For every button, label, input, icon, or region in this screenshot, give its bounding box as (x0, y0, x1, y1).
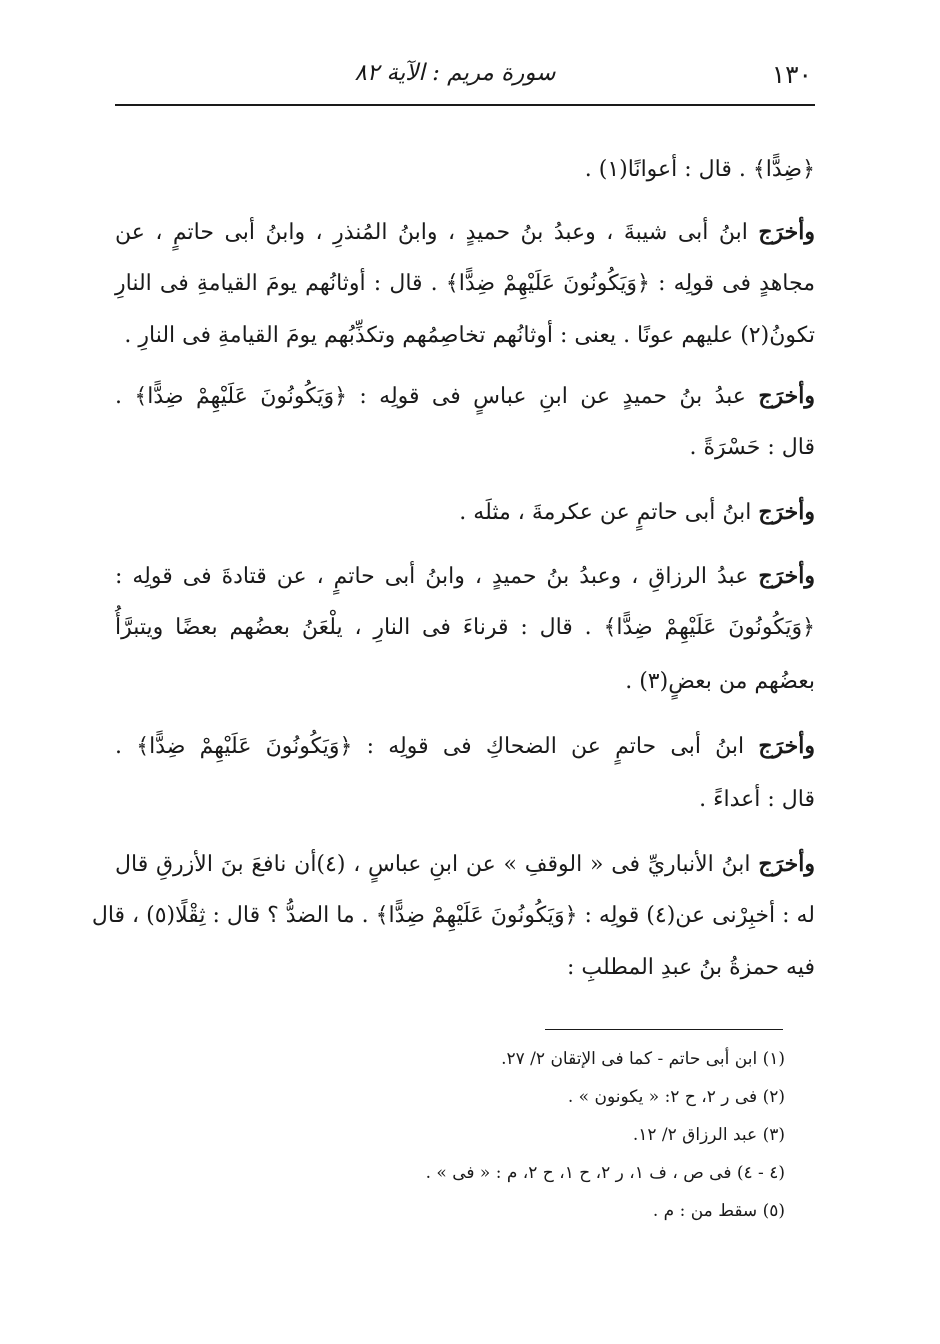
line-lead-word: وأخرَج (758, 499, 815, 525)
text-line (115, 556, 815, 596)
running-header-title: سورة مريم : الآية ٨٢ (354, 60, 556, 86)
text-line (115, 150, 815, 190)
text-line (115, 492, 815, 532)
footnote: (٥) سقط من : م . (652, 1201, 785, 1221)
footnote-rule (545, 1029, 783, 1030)
text-line (115, 428, 815, 468)
line-text: فيه حمزةُ بنُ عبدِ المطلبِ : (567, 955, 815, 980)
text-line (115, 726, 815, 766)
footnote: (٣) عبد الرزاق ٢/ ١٢. (632, 1125, 785, 1145)
line-text: ﴿وَيَكُونُونَ عَلَيْهِمْ ضِدًّا﴾ . قال : قرناءَ فى النارِ ، يلْعَنُ بعضُهم بعضًا ويتبرَّأُ (115, 615, 815, 640)
line-text: ابنُ الأنباريِّ فى « الوقفِ » عن ابنِ عباسٍ ، (٤)أن نافعَ بنَ الأزرقِ قال (115, 852, 759, 877)
text-line (115, 948, 815, 988)
text-line (115, 376, 815, 416)
line-text: له : أخبِرْنى عن(٤) قولِه : ﴿وَيَكُونُونَ عَلَيْهِمْ ضِدًّا﴾ . ما الضدُّ ؟ قال : ثِقْلًا(٥) ، قال (91, 903, 815, 928)
text-line (115, 662, 815, 702)
footnote: (٢) فى ر ٢، ح ٢: « يكونون » . (567, 1087, 785, 1107)
line-text: تكونُ(٢) عليهم عونًا . يعنى : أوثانُهم تخاصِمُهم وتكذِّبُهم يومَ القيامةِ فى النارِ . (124, 323, 815, 348)
page-number: ١٣٠ (771, 60, 812, 89)
text-line (115, 316, 815, 356)
text-line (91, 896, 815, 936)
text-line (115, 608, 815, 648)
line-text: ﴿ضِدًّا﴾ . قال : أعوانًا(١) . (584, 157, 815, 182)
text-line (115, 844, 815, 884)
line-lead-word: وأخرَج (758, 733, 815, 759)
line-text: ابنُ أبى حاتمٍ عن عكرمةَ ، مثلَه . (459, 500, 759, 525)
header-rule (115, 104, 815, 106)
line-lead-word: وأخرَج (758, 383, 815, 409)
line-lead-word: وأخرَج (758, 563, 815, 589)
line-text: قال : أعداءً . (699, 787, 815, 812)
line-text: قال : حَسْرَةً . (689, 435, 815, 460)
text-line (115, 264, 815, 304)
line-text: عبدُ بنُ حميدٍ عن ابنِ عباسٍ فى قولِه : ﴿وَيَكُونُونَ عَلَيْهِمْ ضِدًّا﴾ . (115, 384, 759, 409)
line-lead-word: وأخرَج (758, 851, 815, 877)
footnote: (١) ابن أبى حاتم - كما فى الإتقان ٢/ ٢٧. (501, 1049, 785, 1069)
text-line (115, 212, 815, 252)
line-text: عبدُ الرزاقِ ، وعبدُ بنُ حميدٍ ، وابنُ أبى حاتمٍ ، عن قتادةَ فى قولِه : (115, 564, 759, 589)
footnote: (٤ - ٤) فى ص ، ف ١، ر ٢، ح ١، ح ٢، م : « فى » . (425, 1163, 785, 1183)
line-text: مجاهدٍ فى قولِه : ﴿وَيَكُونُونَ عَلَيْهِمْ ضِدًّا﴾ . قال : أوثانُهم يومَ القيامةِ فى النارِ (115, 271, 815, 296)
line-text: ابنُ أبى حاتمٍ عن الضحاكِ فى قولِه : ﴿وَيَكُونُونَ عَلَيْهِمْ ضِدًّا﴾ . (115, 734, 759, 759)
line-text: بعضُهم من بعضٍ(٣) . (625, 669, 815, 694)
text-line (115, 780, 815, 820)
line-lead-word: وأخرَج (758, 219, 815, 245)
line-text: ابنُ أبى شيبةَ ، وعبدُ بنُ حميدٍ ، وابنُ المُنذرِ ، وابنُ أبى حاتمٍ ، عن (115, 220, 759, 245)
